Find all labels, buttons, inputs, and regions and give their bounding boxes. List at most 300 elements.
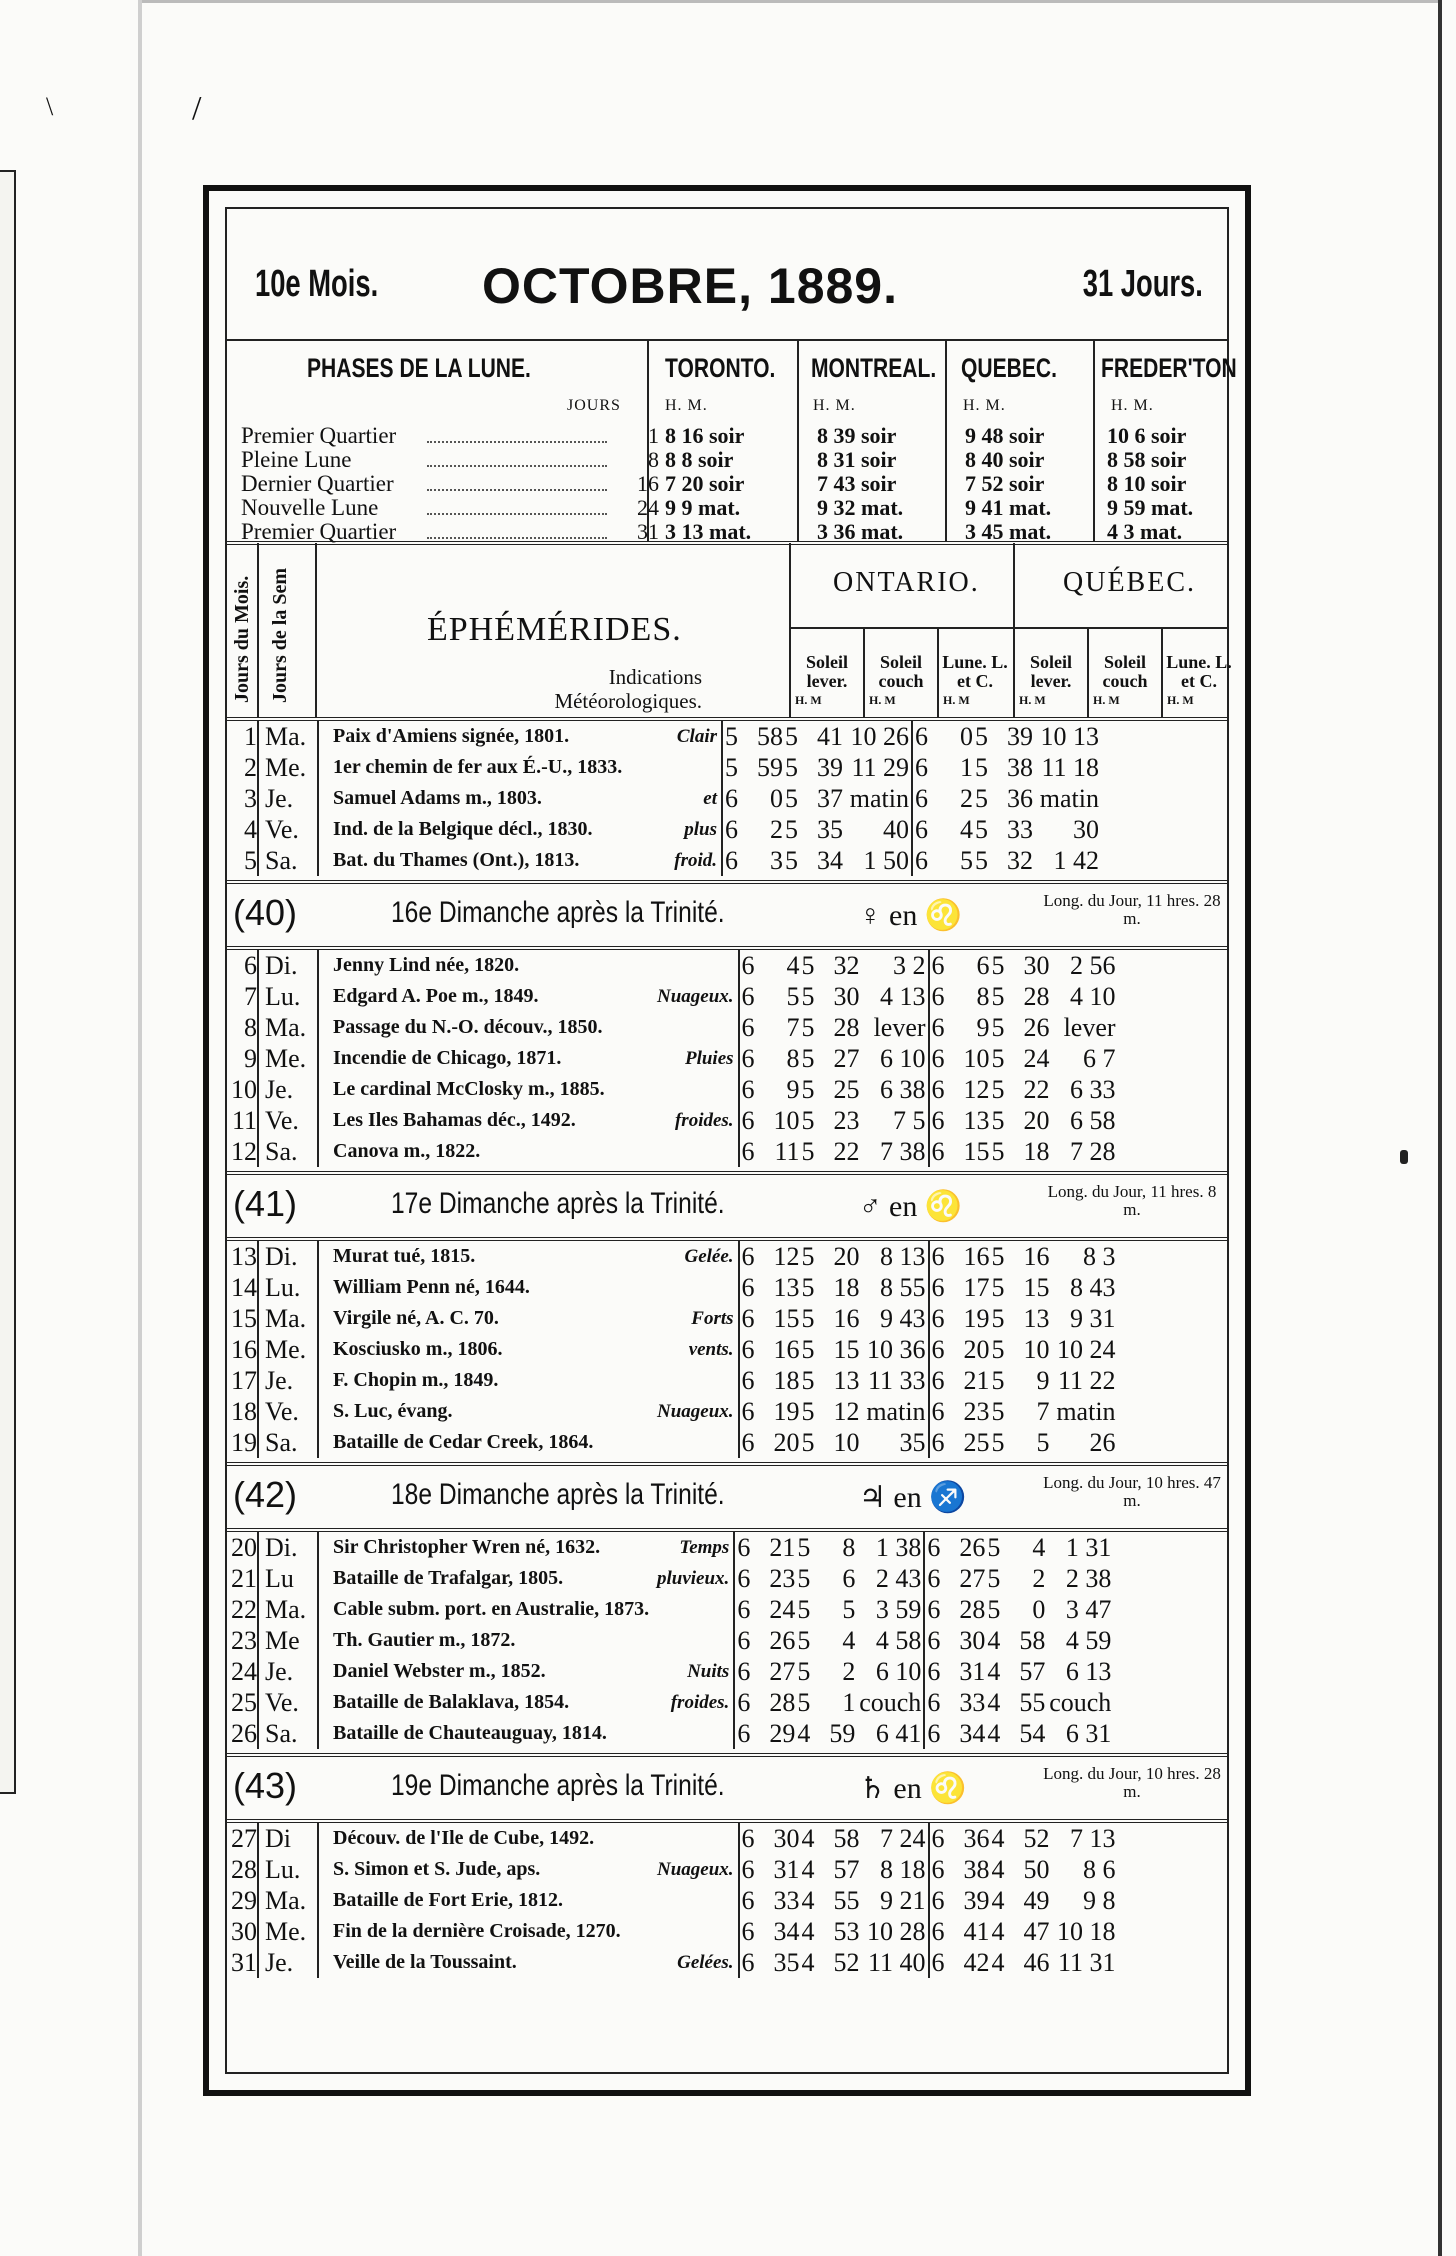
- subheading: Lune. L. et C.: [942, 652, 1008, 691]
- cell-lz: matin: [860, 1396, 929, 1427]
- cell-nm: 24: [1023, 1043, 1050, 1073]
- cell-ev: Sir Christopher Wren né, 1632.: [333, 1536, 601, 1558]
- cell-nh: 4: [801, 1823, 815, 1853]
- col-jours-semaine: Jours de la Sem: [269, 568, 291, 703]
- cell-wx: [657, 1427, 739, 1458]
- cell-nm: 11: [774, 1136, 800, 1166]
- cell-nm: 36: [1007, 783, 1033, 813]
- subheading: Lune. L. et C.: [1166, 652, 1232, 691]
- cell-nm: 9: [976, 1012, 990, 1042]
- subheading: Soleil lever.: [805, 652, 848, 691]
- page-fold: [138, 0, 142, 2256]
- phase-time: 9 41 mat.: [965, 495, 1052, 520]
- cell-ev: Découv. de l'Ile de Cube, 1492.: [333, 1827, 595, 1849]
- cell-nm: 7: [1036, 1396, 1050, 1426]
- cell-lz2: 6 58: [1070, 1105, 1116, 1135]
- table-row: [227, 1136, 1118, 1167]
- page-title: OCTOBRE, 1889.: [482, 258, 899, 314]
- day-table: [227, 721, 1102, 876]
- cell-lz2: 4 59: [1065, 1625, 1112, 1655]
- cell-ev: Veille de la Toussaint.: [333, 1951, 517, 1973]
- cell-ev: Les Iles Bahamas déc., 1492.: [333, 1109, 576, 1131]
- week-number: (41): [233, 1183, 298, 1224]
- table-row: [227, 1012, 1118, 1043]
- cell-nm: 26: [1023, 1012, 1050, 1042]
- cell-nh: 4: [801, 1916, 815, 1946]
- hm-label: H. M.: [813, 397, 856, 414]
- cell-dw: Ve.: [258, 1105, 318, 1136]
- cell-dw: Di.: [258, 1241, 318, 1272]
- cell-nh: 5: [991, 1427, 1005, 1457]
- cell-nh: 6: [741, 1947, 755, 1977]
- cell-nm: 16: [963, 1241, 990, 1271]
- table-row: [227, 1947, 1118, 1978]
- cell-nh: 5: [785, 783, 798, 813]
- cell-lz: 3 59: [855, 1594, 924, 1625]
- cell-nm: 25: [963, 1427, 990, 1457]
- cell-nh: 5: [975, 814, 988, 844]
- cell-nh: 6: [931, 1043, 945, 1073]
- cell-nm: 15: [1023, 1272, 1050, 1302]
- cell-nh: 6: [737, 1594, 751, 1624]
- cell-ev: Kosciusko m., 1806.: [333, 1338, 503, 1360]
- phase-time: 8 39 soir: [817, 423, 897, 448]
- table-row: [227, 1105, 1118, 1136]
- cell-dw: Ve.: [258, 1687, 318, 1718]
- cell-nh: 5: [991, 1334, 1005, 1364]
- cell-nh: 4: [801, 1885, 815, 1915]
- cell-lz: 4 58: [855, 1625, 924, 1656]
- cell-dw: Lu.: [258, 1854, 318, 1885]
- sunday-name: 16e Dimanche après la Trinité.: [391, 896, 725, 929]
- cell-lz2: 9 31: [1070, 1303, 1116, 1333]
- dot-leader: [427, 475, 607, 491]
- cell-lz2: 6 7: [1083, 1043, 1116, 1073]
- cell-nh: 4: [801, 1854, 815, 1884]
- cell-nm: 8: [786, 1043, 800, 1073]
- cell-lz: 8 13: [860, 1241, 929, 1272]
- cell-nh: 6: [931, 950, 945, 980]
- cell-nm: 4: [1032, 1532, 1046, 1562]
- cell-nh: 5: [785, 845, 798, 875]
- divider: [797, 341, 799, 541]
- cell-lz: couch: [855, 1687, 924, 1718]
- table-row: [227, 1718, 1113, 1749]
- cell-nh: 5: [991, 1396, 1005, 1426]
- cell-nh: 4: [801, 1947, 815, 1977]
- cell-dn: 17: [227, 1365, 258, 1396]
- cell-dw: Je.: [258, 1074, 318, 1105]
- table-row: [227, 1427, 1118, 1458]
- cell-nh: 6: [931, 1947, 945, 1977]
- cell-nh: 6: [931, 1272, 945, 1302]
- cell-dn: 30: [227, 1916, 258, 1947]
- cell-dn: 26: [227, 1718, 258, 1749]
- cell-nm: 34: [817, 845, 843, 875]
- hm-label: H. M: [943, 693, 970, 707]
- day-table: [227, 1532, 1114, 1749]
- hm-label: H. M.: [665, 397, 708, 414]
- cell-nm: 21: [769, 1532, 796, 1562]
- cell-nm: 47: [1023, 1916, 1050, 1946]
- cell-nm: 27: [959, 1563, 986, 1593]
- cell-nm: 33: [1007, 814, 1033, 844]
- cell-nm: 27: [769, 1656, 796, 1686]
- divider: [945, 341, 947, 541]
- phase-time: 8 31 soir: [817, 447, 897, 472]
- cell-wx: Clair: [657, 721, 722, 752]
- cell-ev: S. Luc, évang.: [333, 1400, 453, 1422]
- cell-nm: 2: [1032, 1563, 1046, 1593]
- cell-lz2: 26: [1089, 1427, 1116, 1457]
- cell-dn: 23: [227, 1625, 258, 1656]
- cell-nm: 0: [960, 721, 973, 751]
- calendar-frame: [203, 185, 1251, 2096]
- cell-ev: Bataille de Chauteauguay, 1814.: [333, 1722, 607, 1744]
- cell-nm: 34: [773, 1916, 800, 1946]
- cell-nh: 5: [801, 1012, 815, 1042]
- cell-lz: 11 40: [860, 1947, 929, 1978]
- cell-nh: 6: [741, 1365, 755, 1395]
- cell-nm: 37: [817, 783, 843, 813]
- cell-nh: 5: [991, 1012, 1005, 1042]
- cell-nh: 6: [737, 1625, 751, 1655]
- cell-nh: 4: [987, 1625, 1001, 1655]
- cell-nm: 5: [960, 845, 973, 875]
- cell-nh: 5: [991, 981, 1005, 1011]
- cell-nh: 6: [931, 981, 945, 1011]
- cell-nh: 5: [975, 783, 988, 813]
- planet-position: ♃ en ♐: [859, 1481, 967, 1514]
- cell-nm: 12: [773, 1241, 800, 1271]
- phase-day: 1: [648, 423, 659, 448]
- cell-nm: 25: [833, 1074, 860, 1104]
- cell-nm: 12: [833, 1396, 860, 1426]
- cell-nh: 6: [931, 1823, 945, 1853]
- cell-lz2: 30: [1073, 814, 1099, 844]
- cell-nh: 6: [915, 783, 928, 813]
- phase-time: 8 16 soir: [665, 423, 745, 448]
- cell-nh: 6: [741, 1136, 755, 1166]
- cell-nm: 13: [1023, 1303, 1050, 1333]
- cell-lz2: 8 6: [1083, 1854, 1116, 1884]
- cell-nm: 10: [963, 1043, 990, 1073]
- cell-dn: 29: [227, 1885, 258, 1916]
- table-row: [227, 814, 1101, 845]
- cell-dn: 12: [227, 1136, 258, 1167]
- cell-nh: 5: [801, 1303, 815, 1333]
- cell-dn: 10: [227, 1074, 258, 1105]
- cell-nh: 6: [931, 1303, 945, 1333]
- cell-lz2: 2 38: [1065, 1563, 1112, 1593]
- cell-ev: Bataille de Trafalgar, 1805.: [333, 1567, 564, 1589]
- cell-wx: plus: [657, 814, 722, 845]
- cell-nh: 5: [991, 1241, 1005, 1271]
- cell-ev: Edgard A. Poe m., 1849.: [333, 985, 539, 1007]
- cell-nm: 39: [817, 752, 843, 782]
- cell-lz: 7 5: [860, 1105, 929, 1136]
- cell-lz2: 3 47: [1065, 1594, 1112, 1624]
- cell-ev: Passage du N.-O. découv., 1850.: [333, 1016, 603, 1038]
- cell-ev: Virgile né, A. C. 70.: [333, 1307, 499, 1329]
- divider: [257, 543, 259, 717]
- cell-wx: [657, 1074, 739, 1105]
- cell-nm: 46: [1023, 1947, 1050, 1977]
- cell-dn: 9: [227, 1043, 258, 1074]
- cell-nm: 13: [963, 1105, 990, 1135]
- cell-nm: 17: [963, 1272, 990, 1302]
- hm-label: H. M: [869, 693, 896, 707]
- cell-wx: Nuits: [657, 1656, 734, 1687]
- subheading: Soleil couch: [1102, 652, 1148, 691]
- cell-nm: 59: [757, 752, 783, 782]
- cell-lz2: 6 31: [1065, 1718, 1112, 1748]
- cell-lz2: 11 22: [1058, 1365, 1116, 1395]
- phase-name: Dernier Quartier: [241, 471, 394, 496]
- planet-position: ♀ en ♌: [859, 899, 963, 932]
- sunday-name: 19e Dimanche après la Trinité.: [391, 1769, 725, 1802]
- cell-nm: 57: [1019, 1656, 1046, 1686]
- cell-nh: 5: [801, 1136, 815, 1166]
- cell-nh: 5: [801, 1272, 815, 1302]
- cell-nm: 1: [842, 1687, 856, 1717]
- cell-nm: 22: [833, 1136, 860, 1166]
- cell-nm: 18: [1023, 1136, 1050, 1166]
- cell-wx: Forts: [657, 1303, 739, 1334]
- cell-dn: 27: [227, 1823, 258, 1854]
- cell-ev: Th. Gautier m., 1872.: [333, 1629, 516, 1651]
- cell-nm: 28: [1023, 981, 1050, 1011]
- cell-wx: [657, 1718, 734, 1749]
- cell-dw: Ma.: [258, 1303, 318, 1334]
- cell-ev: Daniel Webster m., 1852.: [333, 1660, 546, 1682]
- hm-label: H. M: [1093, 693, 1120, 707]
- cell-dn: 21: [227, 1563, 258, 1594]
- cell-nm: 30: [833, 981, 860, 1011]
- table-row: [227, 950, 1118, 981]
- phase-time: 8 58 soir: [1107, 447, 1187, 472]
- cell-lz: 4 13: [860, 981, 929, 1012]
- cell-lz: 6 10: [855, 1656, 924, 1687]
- cell-nm: 4: [842, 1625, 856, 1655]
- cell-nh: 6: [915, 721, 928, 751]
- sunday-row: [227, 1753, 1227, 1823]
- cell-nh: 5: [797, 1532, 811, 1562]
- cell-nh: 4: [991, 1947, 1005, 1977]
- cell-lz2: 4 10: [1070, 981, 1116, 1011]
- cell-nm: 7: [786, 1012, 800, 1042]
- cell-nm: 16: [773, 1334, 800, 1364]
- cell-nm: 31: [959, 1656, 986, 1686]
- cell-nh: 6: [741, 1916, 755, 1946]
- cell-wx: Gelées.: [657, 1947, 739, 1978]
- cell-nm: 19: [963, 1303, 990, 1333]
- cell-nh: 6: [931, 1396, 945, 1426]
- cell-nh: 5: [801, 1396, 815, 1426]
- cell-nm: 2: [842, 1656, 856, 1686]
- cell-dw: Di: [258, 1823, 318, 1854]
- cell-nm: 16: [1023, 1241, 1050, 1271]
- cell-lz: 10 28: [860, 1916, 929, 1947]
- cell-nm: 15: [773, 1303, 800, 1333]
- cell-nh: 6: [927, 1718, 941, 1748]
- cell-lz: 8 18: [860, 1854, 929, 1885]
- dot-leader: [427, 499, 607, 515]
- cell-nh: 5: [991, 1105, 1005, 1135]
- day-table: [227, 950, 1119, 1167]
- cell-nh: 6: [927, 1594, 941, 1624]
- hm-label: H. M.: [963, 397, 1006, 414]
- phase-time: 3 13 mat.: [665, 519, 752, 544]
- cell-dw: Ma.: [258, 721, 318, 752]
- cell-nh: 6: [927, 1656, 941, 1686]
- cell-nh: 5: [801, 1427, 815, 1457]
- adjacent-page-edge: [0, 170, 16, 1794]
- cell-lz2: 1 31: [1065, 1532, 1112, 1562]
- cell-nm: 32: [1007, 845, 1033, 875]
- cell-nm: 26: [959, 1532, 986, 1562]
- table-row: [227, 1625, 1113, 1656]
- phases-heading: PHASES DE LA LUNE.: [307, 353, 531, 383]
- cell-nh: 5: [801, 1105, 815, 1135]
- dot-leader: [427, 523, 607, 539]
- cell-nh: 4: [987, 1687, 1001, 1717]
- calendar-inner: [225, 207, 1237, 2074]
- cell-nm: 15: [833, 1334, 860, 1364]
- cell-nh: 6: [741, 1427, 755, 1457]
- cell-nm: 33: [959, 1687, 986, 1717]
- cell-dn: 1: [227, 721, 258, 752]
- cell-nm: 28: [833, 1012, 860, 1042]
- cell-nm: 24: [769, 1594, 796, 1624]
- cell-wx: Gelée.: [657, 1241, 739, 1272]
- cell-nm: 8: [976, 981, 990, 1011]
- cell-ev: F. Chopin m., 1849.: [333, 1369, 499, 1391]
- cell-ev: Canova m., 1822.: [333, 1140, 481, 1162]
- cell-dw: Sa.: [258, 1427, 318, 1458]
- cell-lz: 8 55: [860, 1272, 929, 1303]
- cell-lz2: 6 33: [1070, 1074, 1116, 1104]
- cell-nm: 9: [1036, 1365, 1050, 1395]
- day-length: Long. du Jour, 10 hres. 47 m.: [1043, 1473, 1221, 1510]
- cell-nh: 6: [927, 1532, 941, 1562]
- cell-ev: Incendie de Chicago, 1871.: [333, 1047, 562, 1069]
- sunday-row: [227, 880, 1227, 950]
- cell-wx: vents.: [657, 1334, 739, 1365]
- cell-lz: 40: [843, 814, 912, 845]
- cell-nh: 6: [927, 1563, 941, 1593]
- cell-dw: Ma.: [258, 1885, 318, 1916]
- cell-nh: 6: [931, 1885, 945, 1915]
- cell-dn: 25: [227, 1687, 258, 1718]
- cell-dn: 6: [227, 950, 258, 981]
- cell-nm: 13: [773, 1272, 800, 1302]
- cell-lz: 11 33: [860, 1365, 929, 1396]
- cell-nh: 5: [797, 1656, 811, 1686]
- cell-nm: 20: [1023, 1105, 1050, 1135]
- cell-nh: 5: [797, 1594, 811, 1624]
- cell-nh: 6: [737, 1687, 751, 1717]
- cell-dn: 15: [227, 1303, 258, 1334]
- cell-nm: 10: [1023, 1334, 1050, 1364]
- cell-wx: [657, 1365, 739, 1396]
- cell-nh: 6: [725, 845, 738, 875]
- cell-nm: 15: [963, 1136, 990, 1166]
- cell-ev: 1er chemin de fer aux É.-U., 1833.: [333, 756, 623, 778]
- table-row: [227, 1916, 1118, 1947]
- cell-nh: 5: [785, 752, 798, 782]
- cell-nh: 5: [725, 752, 738, 782]
- quebec-heading: QUÉBEC.: [1063, 567, 1196, 598]
- cell-lz2: 9 8: [1083, 1885, 1116, 1915]
- cell-nm: 9: [786, 1074, 800, 1104]
- cell-lz: 2 43: [855, 1563, 924, 1594]
- cell-nm: 38: [1007, 752, 1033, 782]
- cell-nm: 30: [959, 1625, 986, 1655]
- cell-wx: [657, 1272, 739, 1303]
- cell-nh: 5: [987, 1594, 1001, 1624]
- day-length: Long. du Jour, 11 hres. 8 m.: [1047, 1182, 1217, 1219]
- cell-ev: Fin de la dernière Croisade, 1270.: [333, 1920, 621, 1942]
- cell-nm: 58: [833, 1823, 860, 1853]
- cell-ev: Bat. du Thames (Ont.), 1813.: [333, 849, 580, 871]
- title-bar: [227, 209, 1227, 339]
- cell-nh: 6: [741, 1043, 755, 1073]
- table-row: [227, 981, 1118, 1012]
- phase-time: 8 10 soir: [1107, 471, 1187, 496]
- cell-nh: 5: [797, 1625, 811, 1655]
- cell-nm: 0: [1032, 1594, 1046, 1624]
- cell-wx: Temps: [657, 1532, 734, 1563]
- cell-dw: Lu.: [258, 981, 318, 1012]
- cell-dw: Sa.: [258, 845, 318, 876]
- month-number: 10e Mois.: [255, 263, 379, 305]
- table-row: [227, 1396, 1118, 1427]
- table-row: [227, 721, 1101, 752]
- cell-dw: Sa.: [258, 1136, 318, 1167]
- cell-nm: 6: [976, 950, 990, 980]
- cell-nm: 6: [842, 1563, 856, 1593]
- cell-nh: 5: [975, 752, 988, 782]
- cell-dw: Me.: [258, 1916, 318, 1947]
- planet-position: ♄ en ♌: [859, 1772, 967, 1805]
- cell-nh: 5: [797, 1687, 811, 1717]
- cell-nh: 5: [991, 950, 1005, 980]
- cell-nm: 30: [1023, 950, 1050, 980]
- cell-nh: 5: [991, 1303, 1005, 1333]
- cell-nm: 38: [963, 1854, 990, 1884]
- cell-lz2: 11 18: [1041, 752, 1099, 782]
- jours-label: JOURS: [567, 397, 621, 414]
- cell-nm: 55: [833, 1885, 860, 1915]
- cell-nh: 6: [927, 1687, 941, 1717]
- cell-nm: 26: [769, 1625, 796, 1655]
- cell-dn: 5: [227, 845, 258, 876]
- days-count: 31 Jours.: [1082, 263, 1203, 305]
- phase-name: Nouvelle Lune: [241, 495, 379, 520]
- table-row: [227, 1074, 1118, 1105]
- cell-lz2: 10 13: [1040, 721, 1099, 751]
- cell-nm: 8: [842, 1532, 856, 1562]
- cell-nm: 34: [959, 1718, 986, 1748]
- phase-day: 31: [637, 519, 659, 544]
- cell-nm: 0: [770, 783, 783, 813]
- cell-nh: 6: [741, 1885, 755, 1915]
- cell-nh: 6: [741, 950, 755, 980]
- cell-nm: 10: [833, 1427, 860, 1457]
- cell-nm: 54: [1019, 1718, 1046, 1748]
- cell-dn: 7: [227, 981, 258, 1012]
